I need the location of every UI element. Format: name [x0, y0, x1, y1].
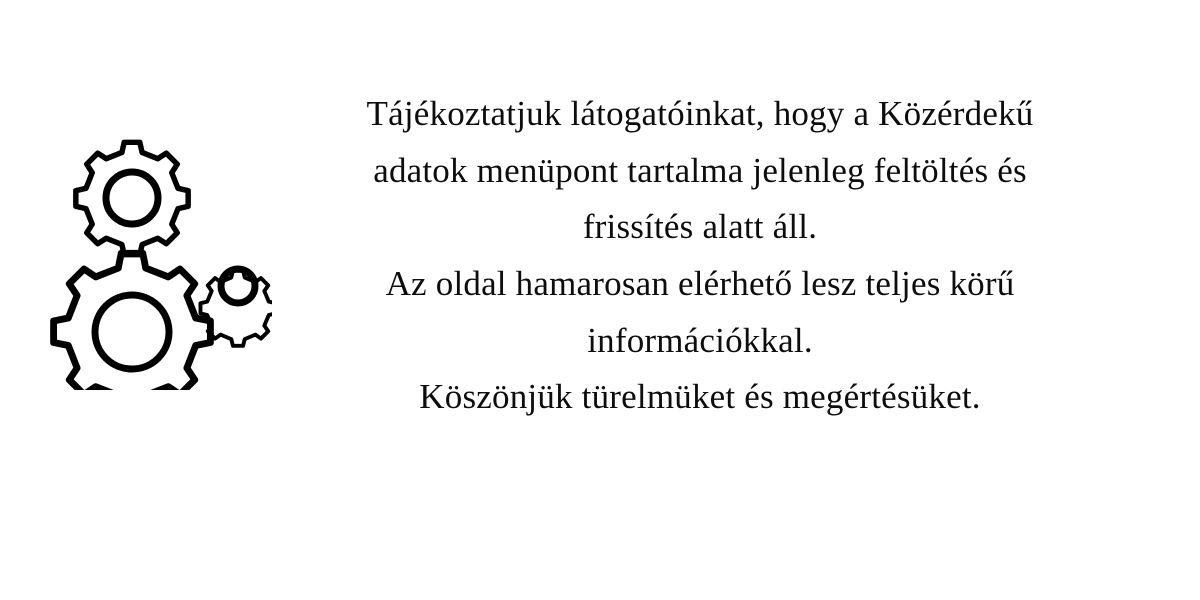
- notice-line: információkkal.: [587, 320, 813, 360]
- notice-line: Az oldal hamarosan elérhető lesz teljes körű: [385, 264, 1015, 304]
- notice-line: frissítés alatt áll.: [582, 207, 818, 247]
- notice-text: [230, 86, 1170, 426]
- notice-line: Tájékoztatjuk látogatóinkat, hogy a Közérdekű: [366, 94, 1034, 133]
- notice-line: adatok menüpont tartalma jelenleg feltöltés és: [373, 150, 1027, 190]
- notice-line: Köszönjük türelmüket és megértésüket.: [419, 377, 981, 417]
